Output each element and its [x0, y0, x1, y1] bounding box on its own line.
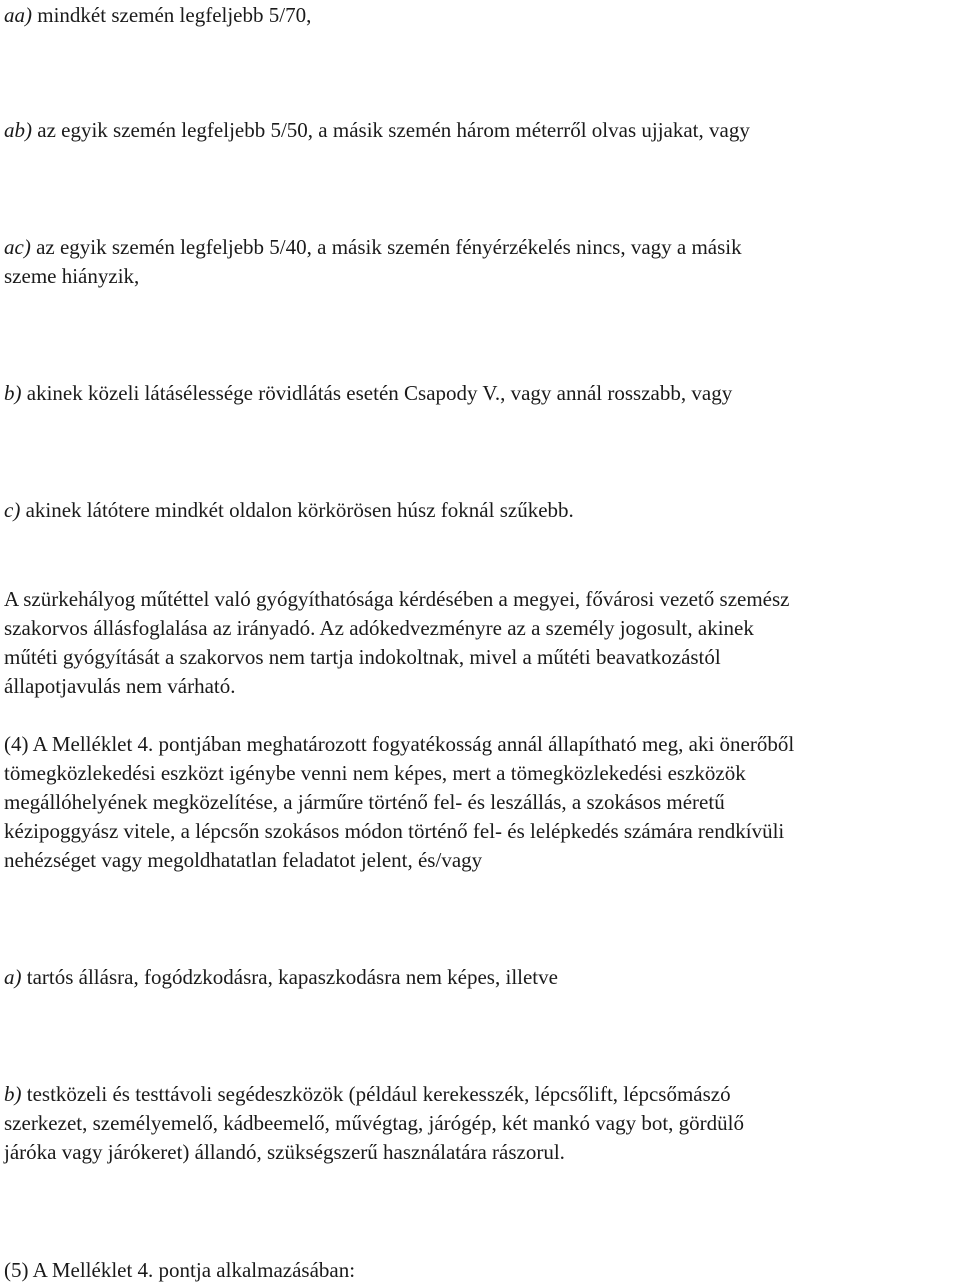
- item-marker: b): [4, 1082, 22, 1106]
- item-b2: [4, 1084, 731, 1105]
- item-text: akinek látótere mindkét oldalon körkörösen húsz foknál szűkebb.: [25, 498, 574, 522]
- paragraph-line: szakorvos állásfoglalása az irányadó. Az adókedvezményre az a személy jogosult, akinek: [4, 616, 754, 640]
- paragraph-line: (4) A Melléklet 4. pontjában meghatározott fogyatékosság annál állapítható meg, aki önerőből: [4, 732, 795, 756]
- paragraph-line: állapotjavulás nem várható.: [4, 674, 236, 698]
- item-b2-cont: szerkezet, személyemelő, kádbeemelő, művégtag, járógép, két mankó vagy bot, gördülő: [4, 1111, 744, 1135]
- item-c: [4, 500, 574, 521]
- item-text: szeme hiányzik,: [4, 264, 140, 288]
- item-b: [4, 383, 732, 404]
- item-text: az egyik szemén legfeljebb 5/50, a másik szemén három méterről olvas ujjakat, vagy: [37, 118, 750, 142]
- item-b2-cont: járóka vagy járókeret) állandó, szükségszerű használatára rászorul.: [4, 1140, 565, 1164]
- paragraph-line: nehézséget vagy megoldhatatlan feladatot jelent, és/vagy: [4, 848, 483, 872]
- item-ab: [4, 120, 750, 141]
- item-text: tartós állásra, fogódzkodásra, kapaszkodásra nem képes, illetve: [26, 965, 558, 989]
- paragraph-line: (5) A Melléklet 4. pontja alkalmazásában:: [4, 1258, 356, 1282]
- item-marker: ac): [4, 235, 31, 259]
- item-a: [4, 967, 558, 988]
- item-text: az egyik szemén legfeljebb 5/40, a másik szemén fényérzékelés nincs, vagy a másik: [36, 235, 742, 259]
- paragraph-line: kézipoggyász vitele, a lépcsőn szokásos módon történő fel- és lelépkedés számára rendkívüli: [4, 819, 785, 843]
- item-marker: b): [4, 381, 22, 405]
- paragraph-line: A szürkehályog műtéttel való gyógyíthatósága kérdésében a megyei, fővárosi vezető szemész: [4, 587, 790, 611]
- item-marker: aa): [4, 3, 32, 27]
- item-marker: c): [4, 498, 21, 522]
- paragraph-line: megállóhelyének megközelítése, a járműre történő fel- és leszállás, a szokásos méretű: [4, 790, 725, 814]
- item-text: akinek közeli látásélessége rövidlátás esetén Csapody V., vagy annál rosszabb, vagy: [26, 381, 733, 405]
- item-aa: [4, 5, 311, 26]
- item-ac: [4, 237, 742, 258]
- paragraph-line: műtéti gyógyítását a szakorvos nem tartja indokoltnak, mivel a műtéti beavatkozástól: [4, 645, 721, 669]
- item-ac-cont: [4, 266, 139, 287]
- item-text: mindkét szemén legfeljebb 5/70,: [37, 3, 312, 27]
- item-marker: ab): [4, 118, 32, 142]
- item-text: testközeli és testtávoli segédeszközök (például kerekesszék, lépcsőlift, lépcsőmászó: [26, 1082, 731, 1106]
- paragraph-line: tömegközlekedési eszközt igénybe venni nem képes, mert a tömegközlekedési eszközök: [4, 761, 746, 785]
- item-marker: a): [4, 965, 22, 989]
